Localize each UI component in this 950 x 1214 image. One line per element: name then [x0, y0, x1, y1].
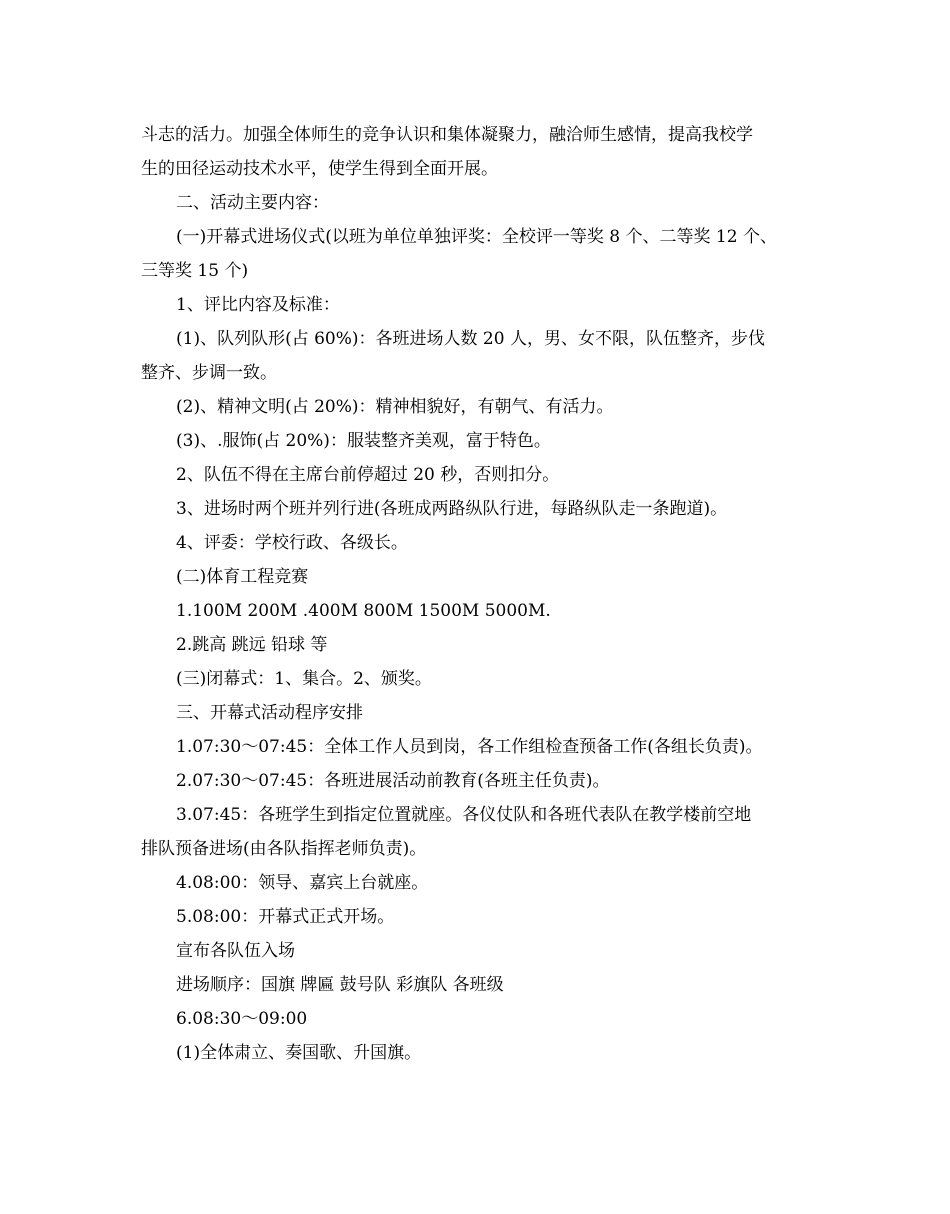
text-line: 1.100M 200M .400M 800M 1500M 5000M.: [176, 601, 551, 621]
text-line: 进场顺序：国旗 牌匾 鼓号队 彩旗队 各班级: [176, 975, 504, 995]
text-line: (1)、队列队形(占 60%)：各班进场人数 20 人，男、女不限，队伍整齐，步伐: [176, 329, 765, 349]
text-line: 二、活动主要内容：: [176, 193, 329, 213]
text-line: (一)开幕式进场仪式(以班为单位单独评奖：全校评一等奖 8 个、二等奖 12 个、: [176, 227, 777, 247]
text-line: (1)全体肃立、奏国歌、升国旗。: [176, 1043, 422, 1063]
text-line: 斗志的活力。加强全体师生的竞争认识和集体凝聚力，融洽师生感情，提高我校学: [141, 125, 753, 145]
text-line: 1.07:30～07:45：全体工作人员到岗，各工作组检查预备工作(各组长负责)。: [176, 737, 763, 757]
text-line: 4、评委：学校行政、各级长。: [176, 533, 408, 553]
text-line: 三等奖 15 个): [141, 261, 249, 281]
text-line: 2.07:30～07:45：各班进展活动前教育(各班主任负责)。: [176, 771, 610, 791]
text-line: (二)体育工程竞赛: [176, 567, 309, 587]
text-line: 2.跳高 跳远 铅球 等: [176, 635, 328, 655]
text-line: (2)、精神文明(占 20%)：精神相貌好，有朝气、有活力。: [176, 397, 614, 417]
text-line: 整齐、步调一致。: [141, 363, 277, 383]
text-line: 3.07:45：各班学生到指定位置就座。各仪仗队和各班代表队在教学楼前空地: [176, 805, 752, 825]
text-line: 1、评比内容及标准：: [176, 295, 340, 315]
text-line: 排队预备进场(由各队指挥老师负责)。: [141, 839, 427, 859]
text-line: 3、进场时两个班并列行进(各班成两路纵队行进，每路纵队走一条跑道)。: [176, 499, 728, 519]
text-line: 宣布各队伍入场: [176, 941, 295, 961]
text-line: 生的田径运动技术水平，使学生得到全面开展。: [141, 159, 498, 179]
text-line: (3)、.服饰(占 20%)：服装整齐美观，富于特色。: [176, 431, 551, 451]
text-line: (三)闭幕式：1、集合。2、颁奖。: [176, 669, 432, 689]
text-line: 4.08:00：领导、嘉宾上台就座。: [176, 873, 429, 893]
text-line: 三、开幕式活动程序安排: [176, 703, 363, 723]
text-line: 6.08:30～09:00: [176, 1009, 308, 1029]
document-body: [141, 118, 831, 1070]
text-line: 2、队伍不得在主席台前停超过 20 秒，否则扣分。: [176, 465, 560, 485]
text-line: 5.08:00：开幕式正式开场。: [176, 907, 395, 927]
